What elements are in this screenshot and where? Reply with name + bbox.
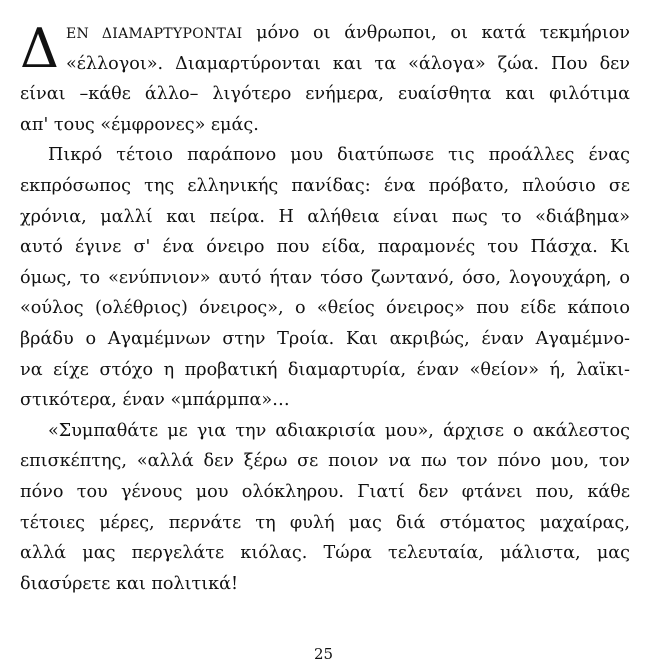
smallcaps-opening: ΕΝ ΔΙΑΜΑΡΤΥΡΟΝΤΑΙ [66,26,243,42]
text-line: βράδυ ο Αγαμέμνων στην Τροία. Και ακριβώς, έναν Αγαμέμνο- [20,328,630,349]
paragraph-2 [20,140,630,415]
paragraph-1 [20,18,630,140]
text-line: Πικρό τέτοιο παράπονο μου διατύπωσε τις προάλλες ένας [48,145,630,166]
text-line: «ούλος (ολέθριος) όνειρος», ο «θείος όνειρος» που είδε κάποιο [20,298,630,319]
text-line: αυτό έγινε σ' ένα όνειρο που είδα, παραμονές του Πάσχα. Κι [20,237,630,258]
text-line: να είχε στόχο η προβατική διαμαρτυρία, έναν «θείον» ή, λαϊκι- [20,359,630,380]
text-line: «Συμπαθάτε με για την αδιακρισία μου», άρχισε ο ακάλεστος [48,420,630,441]
text-line: τέτοιες μέρες, περνάτε τη φυλή μας διά στόματος μαχαίρας, [20,512,630,533]
text-line: εκπρόσωπος της ελληνικής πανίδας: ένα πρόβατο, πλούσιο σε [20,175,630,196]
text-line: είναι –κάθε άλλο– λιγότερο ενήμερα, ευαίσθητα και φιλότιμα [20,84,630,105]
text-line: χρόνια, μαλλί και πείρα. Η αλήθεια είναι πως το «διάβημα» [20,206,630,227]
text-line: διασύρετε και πολιτικά! [20,573,239,594]
text-span: μόνο οι άνθρωποι, οι κατά τεκμήριον [242,23,631,43]
text-line: επισκέπτης, «αλλά δεν ξέρω σε ποιον να πω τον πόνο μου, τον [20,451,630,472]
text-line [20,18,630,49]
paragraph-3 [20,416,630,600]
text-line: στικότερα, έναν «μπάρμπα»… [20,390,290,411]
drop-cap: Δ [20,17,59,80]
page-body [20,18,630,599]
text-line: αλλά μας περγελάτε κιόλας. Τώρα τελευταία, μάλιστα, μας [20,543,630,564]
text-line: «έλλογοι». Διαμαρτύρονται και τα «άλογα» ζώα. Που δεν [66,53,630,74]
page-number: 25 [313,645,334,663]
text-line: πόνο του γένους μου ολόκληρου. Γιατί δεν φτάνει που, κάθε [20,481,630,502]
text-line: απ' τους «έμφρονες» εμάς. [20,114,259,135]
text-line: όμως, το «ενύπνιον» αυτό ήταν τόσο ζωντανό, όσο, λογουχάρη, ο [20,267,630,288]
